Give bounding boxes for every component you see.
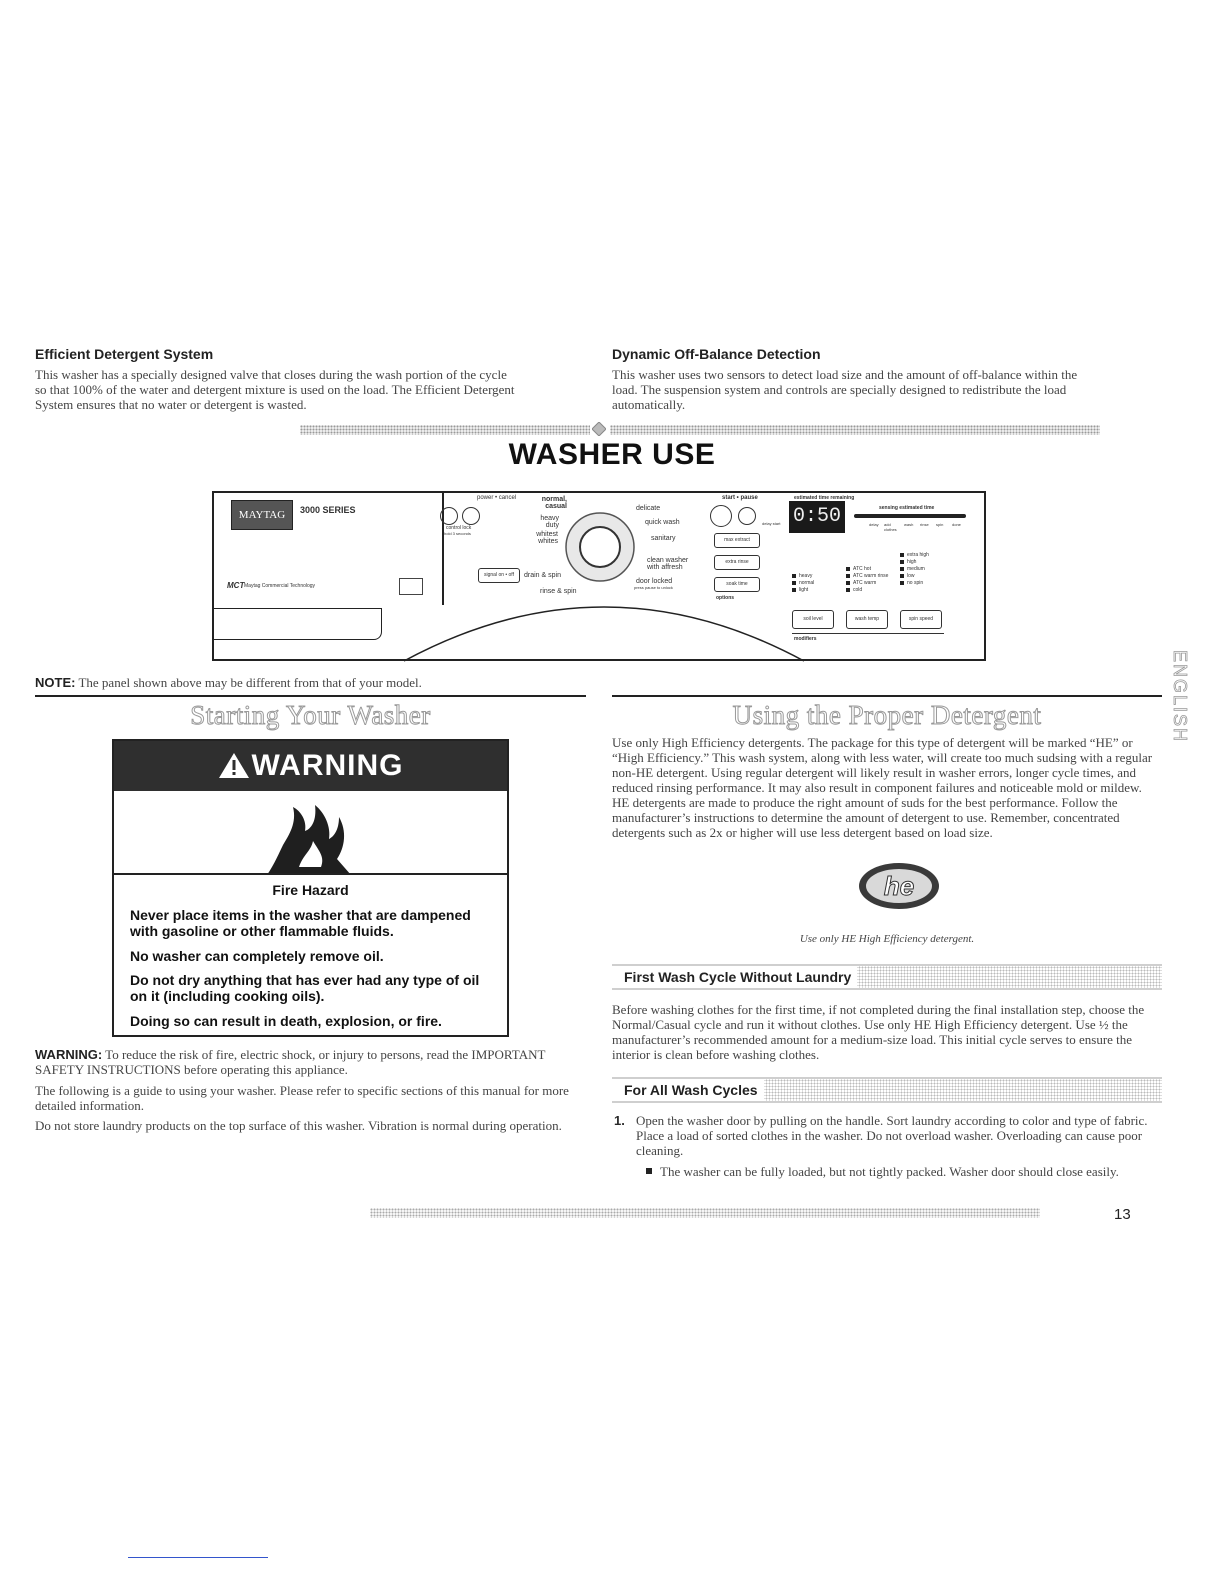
warning-item-3: Do not dry anything that has ever had any type of oil on it (including cooking oils). bbox=[130, 972, 480, 1004]
warning-item-2: No washer can completely remove oil. bbox=[130, 948, 384, 964]
first-wash-text: Before washing clothes for the first time, if not completed during the final installation step, choose the Normal/Casual cycle and run it without clothes. Use only HE High Efficiency detergent. Use ½ the manufacturer’s recommended amount for a medium-size load. This initial cycle serves to ensure the interior is clean before washing clothes. bbox=[612, 1002, 1145, 1062]
max-extract-button[interactable]: max extract bbox=[714, 533, 760, 548]
control-lock-label: control lock bbox=[446, 525, 472, 531]
dotted-divider-right bbox=[610, 425, 1100, 435]
cycle-clean-washer: clean washer with affresh bbox=[647, 557, 689, 571]
modifiers-rule bbox=[792, 633, 944, 634]
temp-led-atc-warm: ATC warm bbox=[846, 580, 876, 586]
progress-step-delay: delay bbox=[869, 522, 879, 527]
warning-paragraph: WARNING: To reduce the risk of fire, electric shock, or injury to persons, read the IMPORTANT SAFETY INSTRUCTIONS before operating this appliance. bbox=[35, 1047, 546, 1077]
signal-button[interactable]: signal on • off bbox=[478, 568, 520, 583]
maytag-logo: MAYTAG bbox=[231, 500, 293, 530]
time-display: 0:50 bbox=[789, 501, 845, 533]
power-button[interactable] bbox=[440, 507, 458, 525]
cycle-sanitary: sanitary bbox=[651, 535, 676, 542]
soil-level-button[interactable]: soil level bbox=[792, 610, 834, 629]
mct-sub-label: Maytag Commercial Technology bbox=[244, 583, 316, 589]
efficient-detergent-heading: Efficient Detergent System bbox=[35, 346, 214, 362]
all-cycles-heading-band bbox=[612, 1077, 1162, 1103]
progress-step-rinse: rinse bbox=[920, 522, 929, 527]
efficient-detergent-section bbox=[35, 346, 595, 412]
spin-led-extra-high: extra high bbox=[900, 552, 929, 558]
temp-led-cold: cold bbox=[846, 587, 862, 593]
step-1-text: Open the washer door by pulling on the handle. Sort laundry according to color and type of fabric. Place a load of sorted clothes in the washer. Do not overload washer. Overloading can cause poor cleaning. bbox=[636, 1113, 1148, 1158]
detergent-text: Use only High Efficiency detergents. The package for this type of detergent will be marked “HE” or “High Efficiency.” This wash system, along with less water, will create too much sudsing with a regular non-HE detergent. Using regular detergent will likely result in washer errors, longer cycle times, and reduced rinsing performance. It may also result in component failures and noticeable mold or mildew. HE detergents are made to produce the right amount of suds for the best performance. Follow the manufacturer’s instructions to determine the amount of detergent to use. Remember, concentrated detergents such as 2x or higher will use less detergent based on load size. bbox=[612, 735, 1153, 840]
soil-led-heavy: heavy bbox=[792, 573, 812, 579]
first-wash-heading: First Wash Cycle Without Laundry bbox=[612, 966, 857, 988]
cycle-selector-knob[interactable] bbox=[564, 511, 636, 583]
bullet-square-icon bbox=[646, 1168, 652, 1174]
soil-led-light: light bbox=[792, 587, 808, 593]
series-label: 3000 SERIES bbox=[300, 505, 356, 515]
temp-led-atc-warm-rinse: ATC warm rinse bbox=[846, 573, 888, 579]
soil-led-normal: normal bbox=[792, 580, 814, 586]
cycle-normal-casual: normal, casual bbox=[541, 496, 567, 510]
temp-led-atc-hot: ATC hot bbox=[846, 566, 871, 572]
delay-start-button[interactable] bbox=[738, 507, 756, 525]
warning-item-1: Never place items in the washer that are dampened with gasoline or other flammable fluids. bbox=[130, 907, 471, 939]
bottom-link-rule bbox=[128, 1557, 268, 1558]
storage-paragraph: Do not store laundry products on the top surface of this washer. Vibration is normal during operation. bbox=[35, 1118, 562, 1133]
dotted-divider-left bbox=[300, 425, 590, 435]
soak-time-button[interactable]: soak time bbox=[714, 577, 760, 592]
guide-paragraph: The following is a guide to using your washer. Please refer to specific sections of this manual for more detailed information. bbox=[35, 1083, 569, 1113]
left-section-rule bbox=[35, 695, 586, 697]
progress-step-done: done bbox=[952, 522, 961, 527]
power-cancel-label: power • cancel bbox=[477, 495, 517, 501]
warning-triangle-icon bbox=[218, 751, 250, 779]
spin-led-medium: medium bbox=[900, 566, 925, 572]
wash-temp-button[interactable]: wash temp bbox=[846, 610, 888, 629]
page-number: 13 bbox=[1114, 1206, 1131, 1223]
fire-hazard-title: Fire Hazard bbox=[272, 882, 349, 898]
spin-led-high: high bbox=[900, 559, 916, 565]
right-section-rule bbox=[612, 695, 1162, 697]
he-logo-icon bbox=[858, 862, 940, 910]
cycle-rinse-spin: rinse & spin bbox=[540, 588, 577, 595]
warning-item-4: Doing so can result in death, explosion, or fire. bbox=[130, 1013, 442, 1029]
diamond-ornament-icon bbox=[592, 422, 606, 436]
page-title: WASHER USE bbox=[508, 438, 716, 471]
warning-header: WARNING bbox=[114, 741, 507, 791]
cancel-button[interactable] bbox=[462, 507, 480, 525]
spin-led-low: low bbox=[900, 573, 915, 579]
cycle-heavy-duty: heavy duty bbox=[540, 515, 559, 529]
delay-start-label: delay start bbox=[762, 521, 781, 526]
mct-label: MCT bbox=[227, 581, 245, 590]
progress-bar bbox=[854, 514, 966, 518]
door-locked-sub: press pause to unlock bbox=[634, 585, 673, 590]
progress-step-spin: spin bbox=[936, 522, 944, 527]
detergent-heading: Using the Proper Detergent bbox=[732, 700, 1042, 730]
fire-hazard-icon bbox=[259, 801, 359, 881]
start-button[interactable] bbox=[710, 505, 732, 527]
options-label: options bbox=[716, 595, 735, 601]
cycle-delicate: delicate bbox=[636, 505, 661, 512]
cycle-whitest-whites: whitest whites bbox=[536, 531, 558, 545]
estimated-time-label: estimated time remaining bbox=[794, 495, 855, 501]
cycle-quick-wash: quick wash bbox=[645, 519, 680, 526]
efficient-detergent-text: This washer has a specially designed valve that closes during the wash portion of the cycle so that 100% of the water and detergent mixture is used on the load. The Efficient Detergent System ensures that no water or detergent is wasted. bbox=[35, 367, 515, 412]
extra-rinse-button[interactable]: extra rinse bbox=[714, 555, 760, 570]
step-1-bullet: The washer can be fully loaded, but not tightly packed. Washer door should close easily. bbox=[636, 1164, 1162, 1179]
control-lock-sub: hold 3 seconds bbox=[444, 531, 471, 536]
control-panel-illustration bbox=[212, 491, 986, 661]
english-side-tab: ENGLISH bbox=[1170, 650, 1190, 744]
spin-led-no-spin: no spin bbox=[900, 580, 923, 586]
footer-dotted-band bbox=[370, 1208, 1040, 1218]
start-pause-label: start • pause bbox=[722, 495, 758, 501]
warning-divider bbox=[114, 873, 507, 875]
modifiers-label: modifiers bbox=[794, 636, 817, 642]
off-balance-section bbox=[612, 346, 1172, 412]
all-cycles-heading: For All Wash Cycles bbox=[612, 1079, 764, 1101]
panel-note: NOTE: The panel shown above may be different from that of your model. bbox=[35, 675, 422, 690]
first-wash-heading-band bbox=[612, 964, 1162, 990]
he-caption: Use only HE High Efficiency detergent. bbox=[799, 933, 975, 945]
sensing-label: sensing estimated time bbox=[879, 505, 935, 511]
off-balance-heading: Dynamic Off-Balance Detection bbox=[612, 346, 821, 362]
progress-step-add-clothes: add clothes bbox=[884, 522, 897, 532]
progress-step-wash: wash bbox=[904, 522, 914, 527]
step-1: 1. Open the washer door by pulling on the handle. Sort laundry according to color and type of fabric. Place a load of sorted clothes in the washer. Do not overload washer. Overloading can cause poor cleaning. The washer can be fully loaded, but not tightly packed. Washer door should close easily. bbox=[612, 1113, 1162, 1179]
spin-speed-button[interactable]: spin speed bbox=[900, 610, 942, 629]
off-balance-text: This washer uses two sensors to detect load size and the amount of off-balance within the load. The suspension system and controls are specially designed to redistribute the load automatically. bbox=[612, 367, 1078, 412]
he-logo-text: he bbox=[883, 871, 915, 901]
cycle-drain-spin: drain & spin bbox=[524, 572, 561, 579]
door-locked-label: door locked bbox=[636, 578, 673, 585]
starting-heading: Starting Your Washer bbox=[190, 700, 431, 730]
warning-box bbox=[112, 739, 509, 1037]
